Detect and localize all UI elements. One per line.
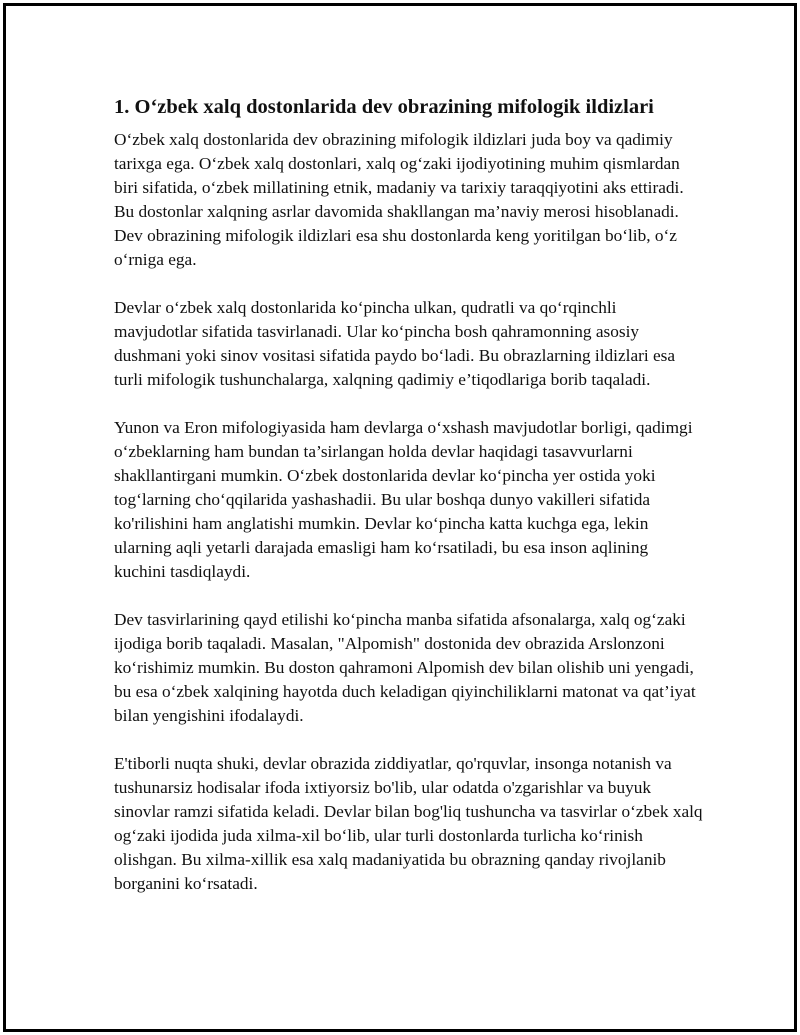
document-body — [114, 92, 704, 896]
paragraph-2: Devlar o‘zbek xalq dostonlarida ko‘pincha ulkan, qudratli va qo‘rqinchli mavjudotlar sifatida tasvirlanadi. Ular ko‘pincha bosh qahramonning asosiy dushmani yoki sinov vositasi sifatida paydo bo‘ladi. Bu obrazlarning ildizlari esa turli mifologik tushunchalarga, xalqning qadimiy e’tiqodlariga borib taqaladi. — [114, 298, 676, 389]
paragraph-4: Dev tasvirlarining qayd etilishi ko‘pincha manba sifatida afsonalarga, xalq og‘zaki ijodiga borib taqaladi. Masalan, "Alpomish" dostonida dev obrazida Arslonzoni ko‘rishimiz mumkin. Bu doston qahramoni Alpomish dev bilan olishib uni yengadi, bu esa o‘zbek xalqining hayotda duch keladigan qiyinchiliklarni matonat va qat’iyat bilan yengishini ifodalaydi. — [114, 610, 696, 725]
paragraph-5: E'tiborli nuqta shuki, devlar obrazida ziddiyatlar, qo'rquvlar, insonga notanish va tushunarsiz hodisalar ifoda ixtiyorsiz bo'lib, ular odatda o'zgarishlar va buyuk sinovlar ramzi sifatida keladi. Devlar bilan bog'liq tushuncha va tasvirlar o‘zbek xalq og‘zaki ijodida juda xilma-xil bo‘lib, ular turli dostonlarda turlicha ko‘rinish olishgan. Bu xilma-xillik esa xalq madaniyatida bu obrazning qanday rivojlanib borganini ko‘rsatadi. — [114, 754, 703, 893]
paragraph-3: Yunon va Eron mifologiyasida ham devlarga o‘xshash mavjudotlar borligi, qadimgi o‘zbeklarning ham bundan ta’sirlangan holda devlar haqidagi tasavvurlarni shakllantirgani mumkin. O‘zbek dostonlarida devlar ko‘pincha yer ostida yoki tog‘larning cho‘qqilarida yashashadii. Bu ular boshqa dunyo vakilleri sifatida ko'rilishini ham anglatishi mumkin. Devlar ko‘pincha katta kuchga ega, lekin ularning aqli yetarli darajada emasligi ham ko‘rsatiladi, bu esa inson aqlining kuchini tasdiqlaydi. — [114, 418, 693, 581]
section-heading: 1. O‘zbek xalq dostonlarida dev obrazining mifologik ildizlari — [114, 96, 654, 118]
paragraph-1: O‘zbek xalq dostonlarida dev obrazining mifologik ildizlari juda boy va qadimiy tarixga ega. O‘zbek xalq dostonlari, xalq og‘zaki ijodiyotining muhim qismlardan biri sifatida, o‘zbek millatining etnik, madaniy va tarixiy taraqqiyotini aks ettiradi. Bu dostonlar xalqning asrlar davomida shakllangan ma’naviy merosi hisoblanadi. Dev obrazining mifologik ildizlari esa shu dostonlarda keng yoritilgan bo‘lib, o‘z o‘rniga ega. — [114, 130, 684, 269]
